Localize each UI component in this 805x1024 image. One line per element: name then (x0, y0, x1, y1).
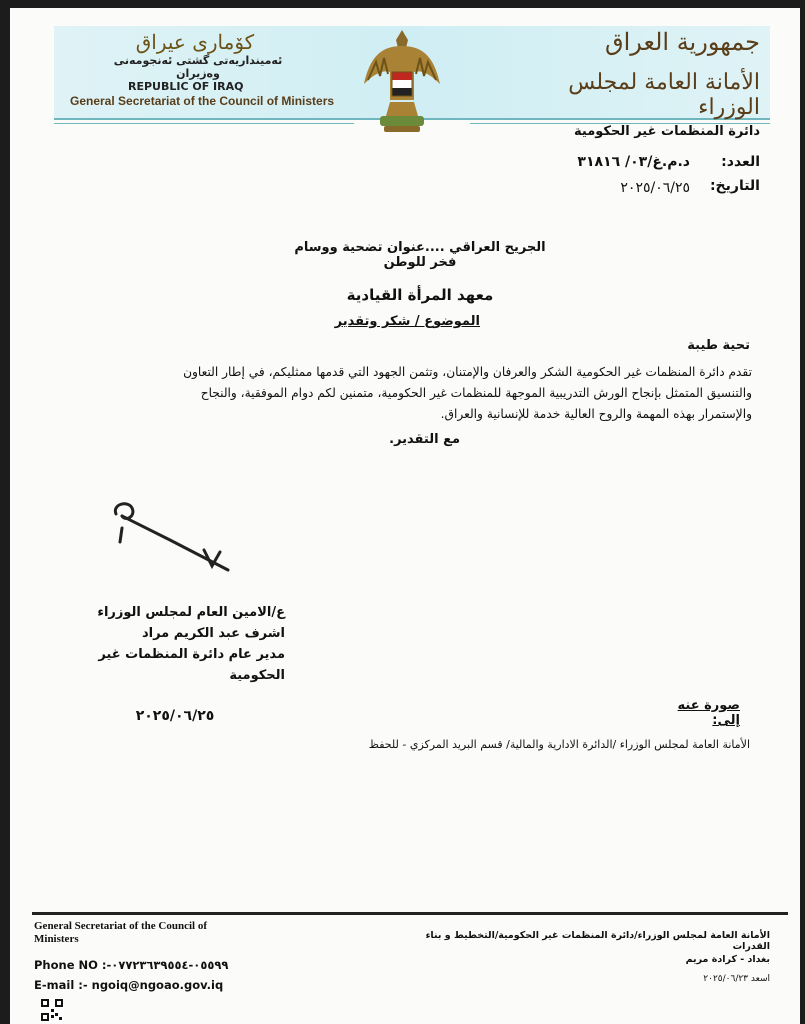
cc-label: صورة عنه إلى: (677, 698, 740, 728)
subject-line: الموضوع / شكر وتقدير (334, 314, 480, 329)
signature-block (80, 602, 285, 686)
iraq-eagle-emblem-icon (362, 26, 442, 136)
letter-body: تقدم دائرة المنظمات غير الحكومية الشكر والعرفان والإمتنان، وتثمن الجهود التي قدمها ممثليكم، في إطار التعاون والتنسيق المتمثل بإنجاح الورش التدريبية الموجهة للمنظمات غير الحكومية، متمنين لكم دوام الموفقية، والنجاح والإستمرار بهذه المهمة والروح العالية خدمة للإنسانية والعراق. (183, 365, 752, 421)
closing: مع التقدير. (389, 432, 460, 447)
cc-text: الأمانة العامة لمجلس الوزراء /الدائرة الادارية والمالية/ قسم البريد المركزي - للحفظ (368, 738, 750, 751)
signatory-position: مدير عام دائرة المنظمات غير الحكومية (98, 647, 285, 683)
kurdish-subtitle: ئەمینداریەتی گشتی ئەنجومەنی وەزیران (113, 54, 283, 80)
footer-title-ar: الأمانة العامة لمجلس الوزراء/دائرة المنظمات غير الحكومية/التخطيط و بناء القدرات (425, 930, 770, 952)
secretariat-en: General Secretariat of the Council of Ministers (70, 94, 335, 108)
republic-en: REPUBLIC OF IRAQ (128, 80, 244, 93)
republic-ar: جمهورية العراق (604, 28, 760, 56)
signatory-name: اشرف عبد الكريم مراد (141, 626, 285, 641)
secretariat-ar: الأمانة العامة لمجلس الوزراء (568, 70, 760, 120)
ref-date-value: ٢٠٢٥/٠٦/٢٥ (620, 180, 690, 196)
signature-date: ٢٠٢٥/٠٦/٢٥ (135, 708, 215, 724)
header-divider-left (54, 123, 354, 124)
ref-number-value: د.م.غ/٠٣/ ٣١٨١٦ (577, 154, 690, 170)
letter-page (10, 8, 800, 1024)
kurdish-title: کۆماری عیراق (135, 30, 255, 54)
handwritten-signature (108, 498, 248, 588)
recipient: معهد المرأة القيادية (346, 286, 494, 304)
footer-meta-ar: اسعد ٢٠٢٥/٠٦/٢٣ (703, 974, 770, 984)
signatory-title: ع/الامين العام لمجلس الوزراء (97, 605, 285, 620)
ref-number-label: العدد: (721, 154, 760, 170)
footer-divider (32, 912, 788, 915)
slogan: الجريح العراقي ....عنوان تضحية ووسام فخر للوطن (294, 240, 546, 270)
footer-address-ar: بغداد - كرادة مريم (685, 954, 770, 965)
footer-email: E-mail :- ngoiq@ngoao.gov.iq (34, 978, 224, 992)
greeting: تحية طيبة (687, 338, 750, 353)
ref-date-label: التاريخ: (709, 178, 760, 194)
footer-phone: Phone NO :-٠٥٥٩٩-٠٧٧٢٣٦٣٩٥٥٤ (34, 958, 229, 972)
footer-title-en: General Secretariat of the Council of Ministers (34, 920, 208, 945)
qr-code-icon (40, 998, 64, 1022)
department-ar: دائرة المنظمات غير الحكومية (574, 124, 760, 139)
